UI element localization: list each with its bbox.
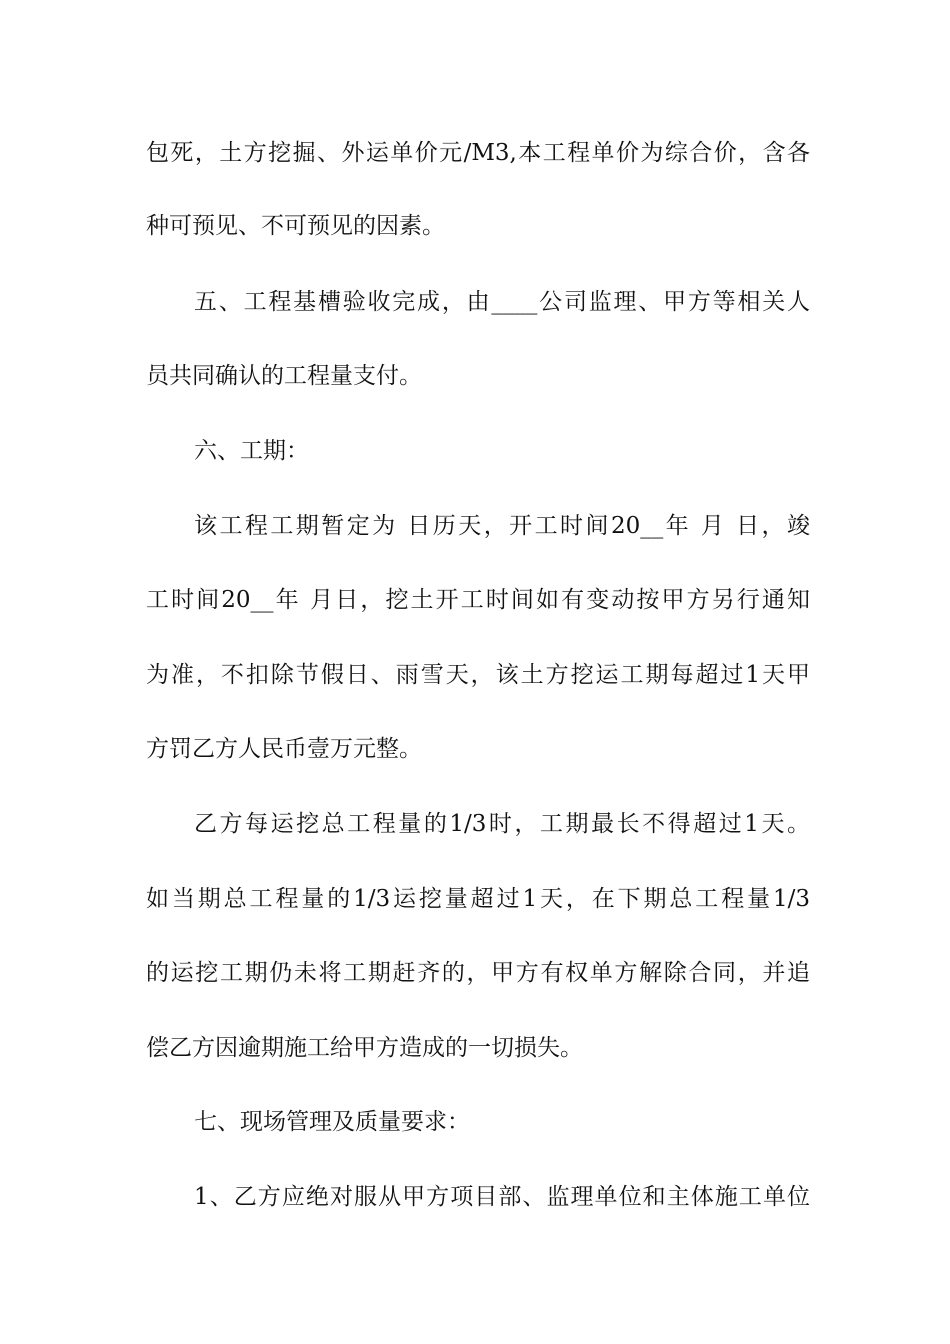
paragraph-line: 员共同确认的工程量支付。	[146, 363, 422, 389]
paragraph-line: 如当期总工程量的1/3运挖量超过1天，在下期总工程量1/3	[146, 886, 810, 912]
list-item-line: 1、乙方应绝对服从甲方项目部、监理单位和主体施工单位	[194, 1184, 810, 1210]
paragraph-line: 的运挖工期仍未将工期赶齐的，甲方有权单方解除合同，并追	[146, 960, 810, 986]
paragraph-line: 为准，不扣除节假日、雨雪天，该土方挖运工期每超过1天甲	[146, 662, 810, 688]
paragraph-line: 包死，土方挖掘、外运单价元/M3,本工程单价为综合价，含各	[146, 140, 810, 166]
paragraph-line: 该工程工期暂定为 日历天，开工时间20__年 月 日，竣	[194, 513, 810, 539]
paragraph-line: 方罚乙方人民币壹万元整。	[146, 736, 422, 762]
paragraph-line: 种可预见、不可预见的因素。	[146, 213, 445, 239]
paragraph-line: 工时间20__年 月日，挖土开工时间如有变动按甲方另行通知	[146, 587, 810, 613]
paragraph-line: 偿乙方因逾期施工给甲方造成的一切损失。	[146, 1035, 583, 1061]
section-heading-line: 五、工程基槽验收完成，由____公司监理、甲方等相关人	[194, 289, 810, 315]
section-heading: 七、现场管理及质量要求：	[194, 1109, 470, 1135]
section-heading: 六、工期：	[194, 438, 309, 464]
paragraph-line: 乙方每运挖总工程量的1/3时，工期最长不得超过1天。	[194, 811, 810, 837]
